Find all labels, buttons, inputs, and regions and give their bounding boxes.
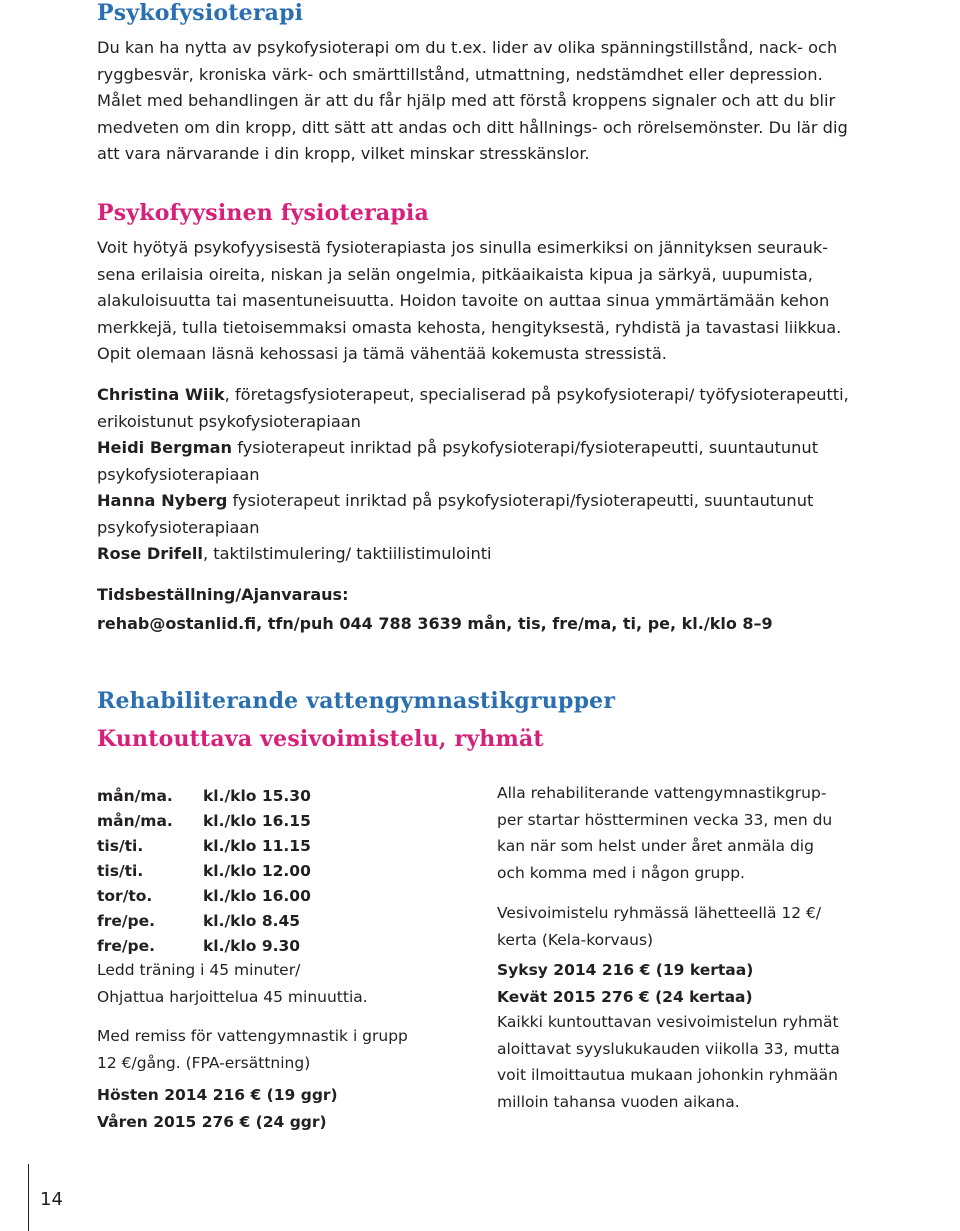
price-line: Våren 2015 276 € (24 ggr) bbox=[97, 1112, 327, 1131]
schedule-day: tor/to. bbox=[97, 886, 153, 905]
text-line: per startar höstterminen vecka 33, men du bbox=[497, 810, 833, 829]
text-line: Ohjattua harjoittelua 45 minuuttia. bbox=[97, 987, 368, 1006]
text-line: medveten om din kropp, ditt sätt att andas och ditt hållnings- och rörelsemönster. Du lär dig bbox=[97, 117, 848, 137]
table-row bbox=[97, 808, 311, 833]
staff-line bbox=[97, 488, 917, 515]
text-line: Opit olemaan läsnä kehossasi ja tämä vähentää kokemusta stressistä. bbox=[97, 344, 667, 363]
text-line: Du kan ha nytta av psykofysioterapi om du t.ex. lider av olika spänningstillstånd, nack- och bbox=[97, 38, 838, 57]
paragraph-fi bbox=[97, 235, 917, 368]
text-line: alakuloisuutta tai masentuneisuutta. Hoidon tavoite on auttaa sinua ymmärtämään kehon bbox=[97, 291, 830, 310]
heading-vesivoimistelu: Kuntouttava vesivoimistelu, ryhmät bbox=[97, 726, 544, 752]
text-line: ryggbesvär, kroniska värk- och smärttillstånd, utmattning, nedstämdhet eller depression. bbox=[97, 64, 823, 84]
text-line: sena erilaisia oireita, niskan ja selän ongelmia, pitkäaikaista kipua ja särkyä, uupumista, bbox=[97, 264, 813, 284]
schedule-time: kl./klo 8.45 bbox=[203, 911, 301, 930]
heading-vattengymnastik: Rehabiliterande vattengymnastikgrupper bbox=[97, 688, 616, 714]
staff-entry bbox=[97, 435, 917, 488]
schedule-time: kl./klo 15.30 bbox=[203, 786, 311, 805]
text-line: milloin tahansa vuoden aikana. bbox=[497, 1092, 740, 1111]
schedule-day: mån/ma. bbox=[97, 811, 173, 830]
heading-psykofyysinen-fysioterapia: Psykofyysinen fysioterapia bbox=[97, 200, 429, 226]
schedule-time: kl./klo 16.00 bbox=[203, 886, 311, 905]
schedule-block bbox=[97, 783, 311, 958]
booking-contact: rehab@ostanlid.fi, tfn/puh 044 788 3639 mån, tis, fre/ma, ti, pe, kl./klo 8–9 bbox=[97, 614, 773, 633]
table-row bbox=[97, 933, 311, 958]
page-number-divider bbox=[28, 1164, 29, 1231]
staff-name: Heidi Bergman bbox=[97, 438, 233, 457]
schedule-day: fre/pe. bbox=[97, 936, 156, 955]
text-line: 12 €/gång. (FPA-ersättning) bbox=[97, 1053, 311, 1072]
info-sv bbox=[497, 780, 897, 886]
staff-list bbox=[97, 382, 917, 568]
staff-line bbox=[97, 382, 917, 409]
staff-role-cont: psykofysioterapiaan bbox=[97, 517, 260, 537]
page-number: 14 bbox=[40, 1189, 63, 1210]
table-row bbox=[97, 783, 311, 808]
text-line: voit ilmoittautua mukaan johonkin ryhmään bbox=[497, 1066, 838, 1084]
text-line: Vesivoimistelu ryhmässä lähetteellä 12 €/ bbox=[497, 904, 822, 922]
staff-name: Rose Drifell bbox=[97, 544, 203, 563]
staff-role-cont: erikoistunut psykofysioterapiaan bbox=[97, 411, 361, 431]
staff-name: Hanna Nyberg bbox=[97, 491, 228, 510]
staff-line bbox=[97, 435, 917, 462]
prices-sv bbox=[97, 1082, 467, 1135]
text-line: Målet med behandlingen är att du får hjälp med att förstå kroppens signaler och att du blir bbox=[97, 91, 836, 110]
schedule-table bbox=[97, 783, 311, 958]
text-line: Med remiss för vattengymnastik i grupp bbox=[97, 1027, 408, 1045]
table-row bbox=[97, 858, 311, 883]
prices-fi bbox=[497, 957, 897, 1010]
staff-role: fysioterapeut inriktad på psykofysioterapi/fysioterapeutti, suuntautunut bbox=[232, 438, 819, 457]
staff-entry bbox=[97, 488, 917, 541]
heading-psykofysioterapi: Psykofysioterapi bbox=[97, 0, 304, 26]
schedule-time: kl./klo 12.00 bbox=[203, 861, 311, 880]
led-training bbox=[97, 957, 467, 1010]
text-line: att vara närvarande i din kropp, vilket minskar stresskänslor. bbox=[97, 144, 590, 163]
staff-role-cont: psykofysioterapiaan bbox=[97, 464, 260, 484]
info-fi bbox=[497, 900, 897, 953]
schedule-day: tis/ti. bbox=[97, 836, 144, 855]
paragraph-sv bbox=[97, 35, 917, 168]
text-line: och komma med i någon grupp. bbox=[497, 863, 745, 882]
referral-info bbox=[97, 1023, 467, 1076]
price-line: Hösten 2014 216 € (19 ggr) bbox=[97, 1086, 338, 1104]
text-line: kerta (Kela-korvaus) bbox=[497, 930, 654, 949]
staff-role: fysioterapeut inriktad på psykofysioterapi/fysioterapeutti, suuntautunut bbox=[227, 491, 814, 510]
staff-entry bbox=[97, 541, 917, 568]
text-line: Alla rehabiliterande vattengymnastikgrup- bbox=[497, 784, 827, 802]
schedule-time: kl./klo 9.30 bbox=[203, 936, 301, 955]
text-line: kan när som helst under året anmäla dig bbox=[497, 837, 814, 855]
price-line: Kevät 2015 276 € (24 kertaa) bbox=[497, 987, 753, 1006]
schedule-time: kl./klo 16.15 bbox=[203, 811, 311, 830]
text-line: merkkejä, tulla tietoisemmaksi omasta kehosta, hengityksestä, ryhdistä ja tavastasi liikkua. bbox=[97, 317, 842, 337]
info-fi-2 bbox=[497, 1009, 897, 1115]
table-row bbox=[97, 833, 311, 858]
schedule-day: mån/ma. bbox=[97, 786, 173, 805]
schedule-day: fre/pe. bbox=[97, 911, 156, 930]
text-line: aloittavat syyslukukauden viikolla 33, mutta bbox=[497, 1039, 840, 1058]
text-line: Ledd träning i 45 minuter/ bbox=[97, 961, 301, 979]
schedule-time: kl./klo 11.15 bbox=[203, 836, 311, 855]
table-row bbox=[97, 908, 311, 933]
staff-role: , taktilstimulering/ taktiilistimulointi bbox=[202, 544, 492, 563]
staff-entry bbox=[97, 382, 917, 435]
booking-info bbox=[97, 580, 927, 638]
staff-name: Christina Wiik bbox=[97, 385, 225, 404]
schedule-day: tis/ti. bbox=[97, 861, 144, 880]
table-row bbox=[97, 883, 311, 908]
booking-label: Tidsbeställning/Ajanvaraus: bbox=[97, 585, 349, 604]
price-line: Syksy 2014 216 € (19 kertaa) bbox=[497, 961, 754, 979]
staff-line bbox=[97, 541, 917, 568]
staff-role: , företagsfysioterapeut, specialiserad på psykofysioterapi/ työfysioterapeutti, bbox=[224, 385, 849, 404]
text-line: Voit hyötyä psykofyysisestä fysioterapiasta jos sinulla esimerkiksi on jännityksen seurauk- bbox=[97, 238, 829, 257]
text-line: Kaikki kuntouttavan vesivoimistelun ryhmät bbox=[497, 1013, 839, 1031]
